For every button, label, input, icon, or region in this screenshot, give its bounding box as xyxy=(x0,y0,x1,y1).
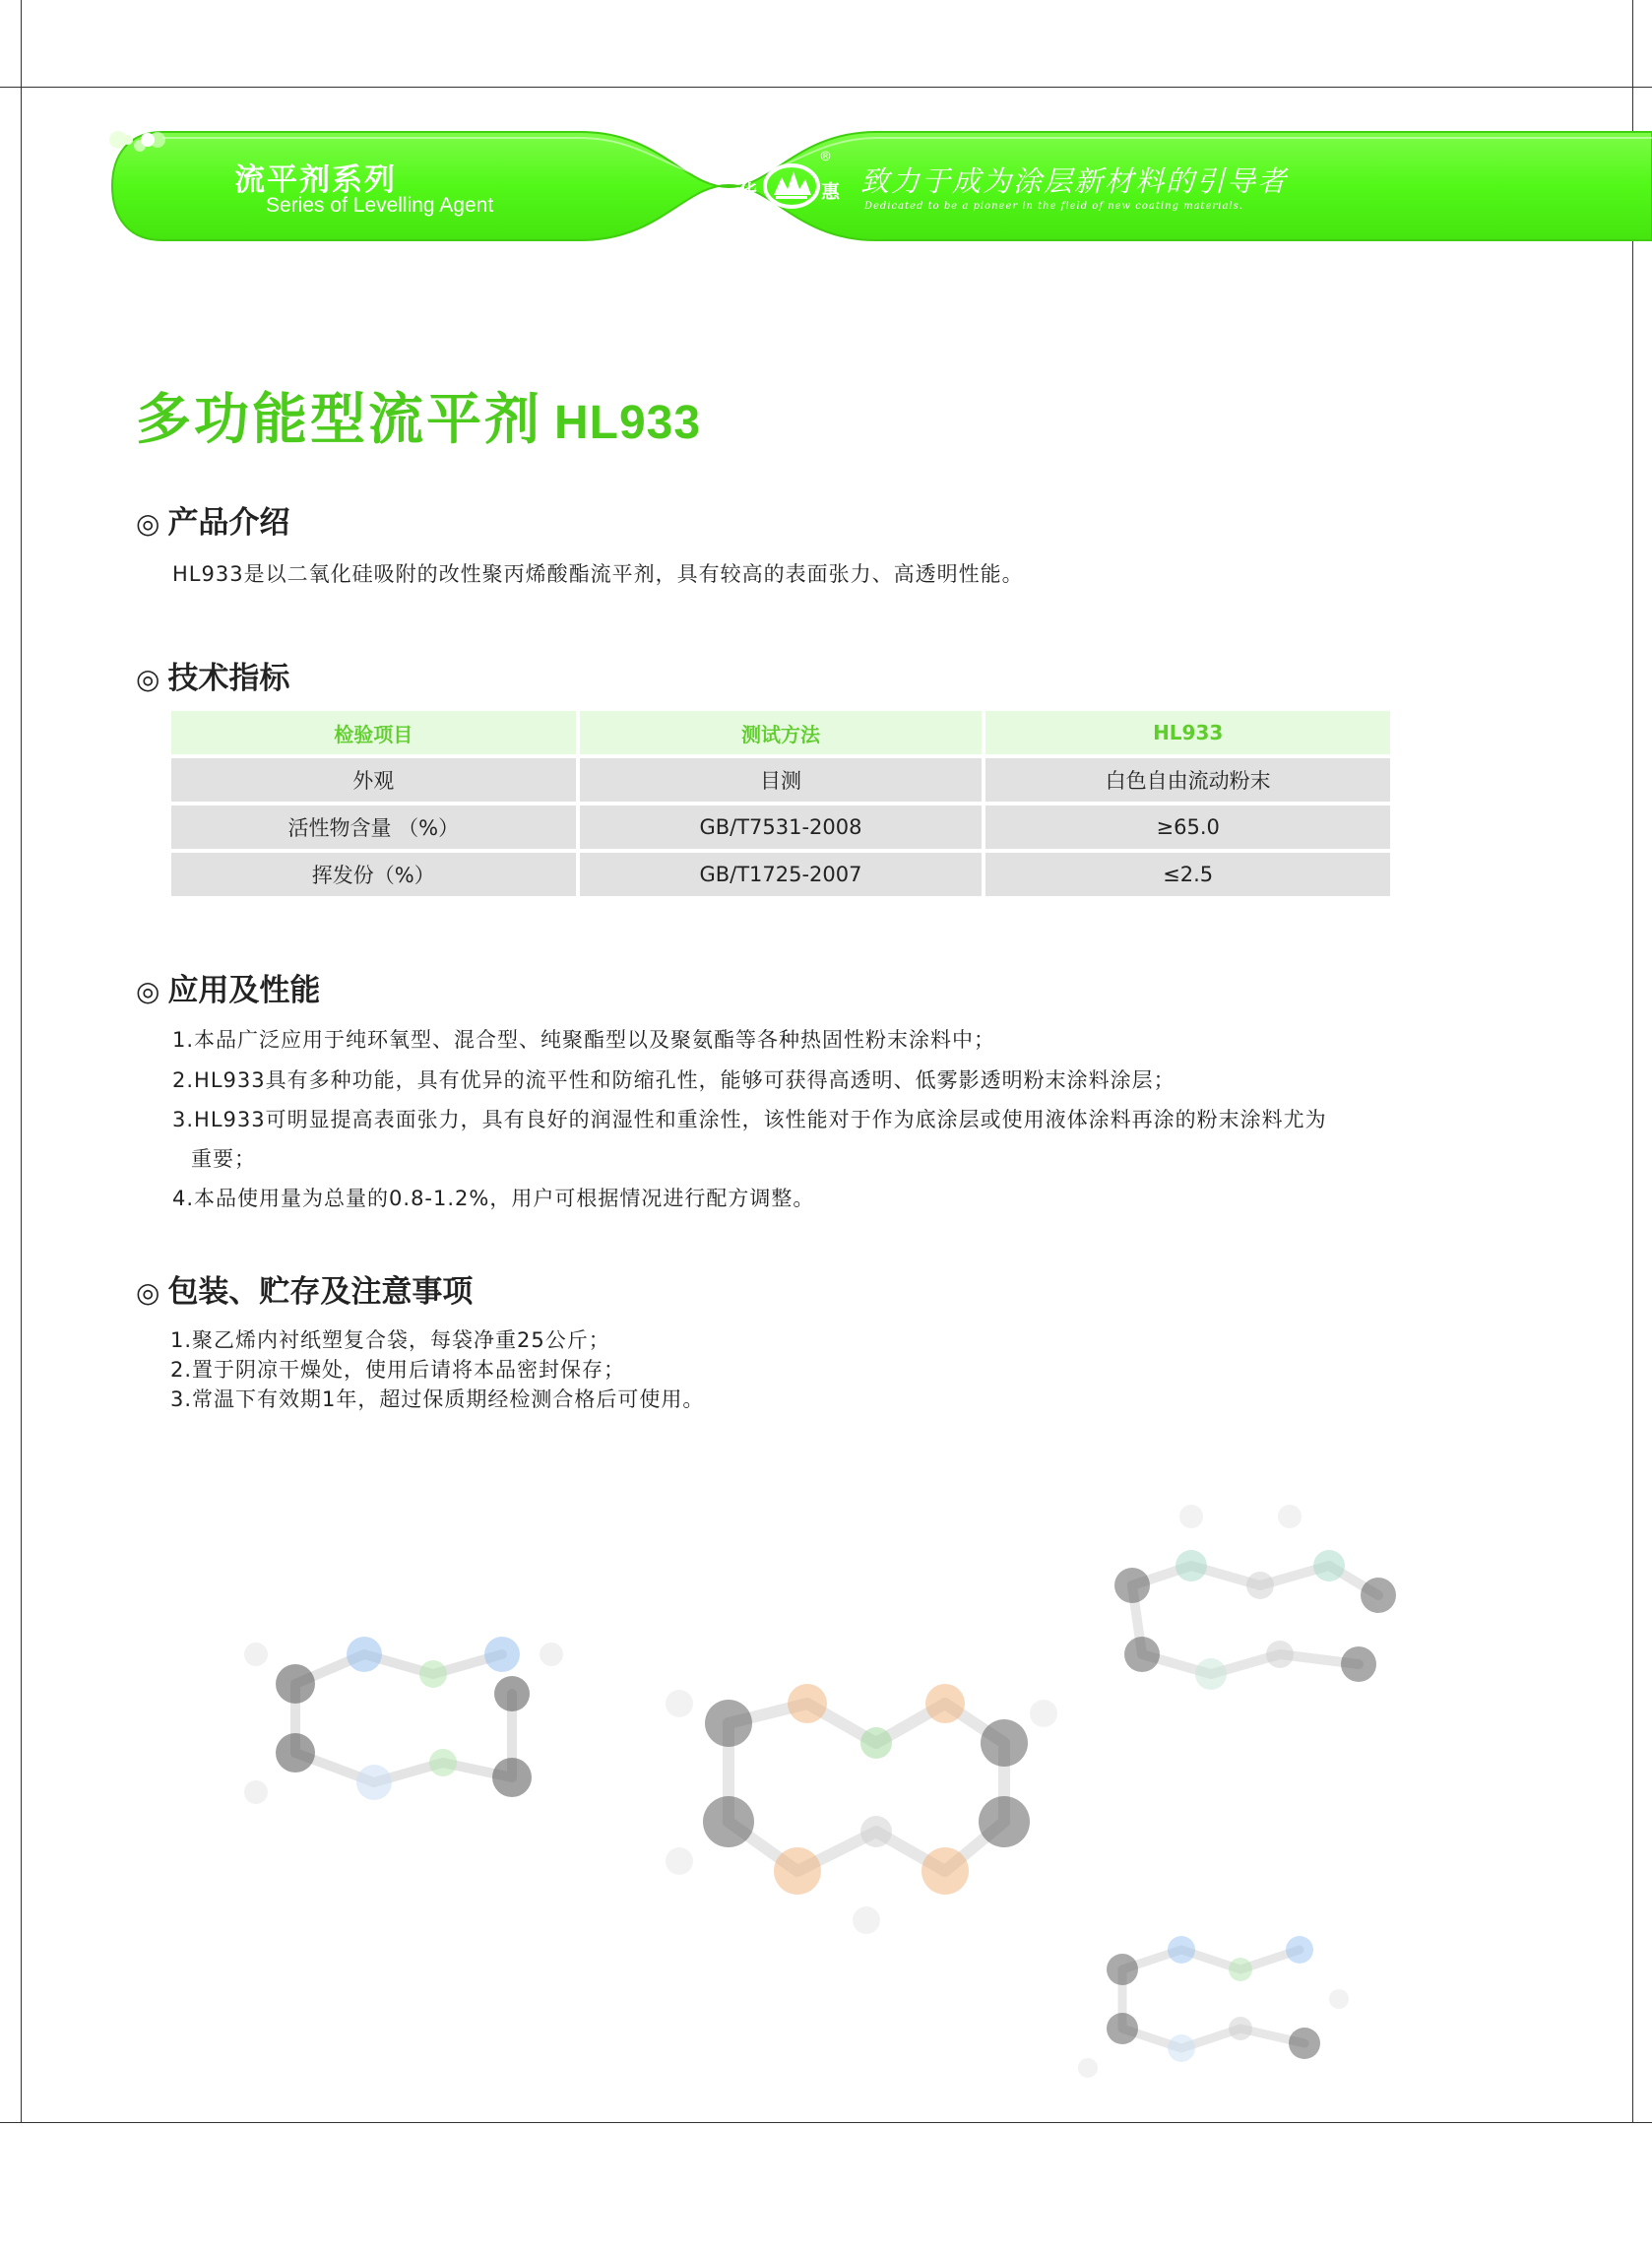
table-cell: 目测 xyxy=(580,758,983,802)
table-cell: ≥65.0 xyxy=(985,806,1390,849)
spec-table xyxy=(167,707,1394,900)
series-title-en: Series of Levelling Agent xyxy=(266,194,494,217)
application-item: 2.HL933具有多种功能，具有优异的流平性和防缩孔性，能够可获得高透明、低雾影透明粉末涂料涂层； xyxy=(172,1068,1175,1092)
table-cell: 外观 xyxy=(171,758,576,802)
table-row xyxy=(171,806,1390,849)
molecule-model-icon xyxy=(1083,1497,1418,1723)
packaging-item: 3.常温下有效期1年，超过保质期经检测合格后可使用。 xyxy=(170,1387,705,1411)
product-code: HL933 xyxy=(554,397,702,449)
trim-line-bottom xyxy=(0,2122,1652,2123)
decorative-dots-small-icon xyxy=(108,128,162,152)
circle-bullet-icon: ◎ xyxy=(136,975,160,1007)
circle-bullet-icon: ◎ xyxy=(136,507,160,540)
table-header-cell: HL933 xyxy=(985,711,1390,754)
circle-bullet-icon: ◎ xyxy=(136,1276,160,1309)
table-cell: 活性物含量 （%） xyxy=(171,806,576,849)
molecule-model-icon xyxy=(650,1654,1063,1940)
table-header-cell: 测试方法 xyxy=(580,711,983,754)
section-heading-application: ◎ 应用及性能 xyxy=(136,973,321,1008)
packaging-item: 2.置于阴凉干燥处，使用后请将本品密封保存； xyxy=(170,1358,626,1382)
section-heading-packaging: ◎ 包装、贮存及注意事项 xyxy=(136,1274,474,1310)
trim-line-top xyxy=(0,87,1652,88)
spec-table-header xyxy=(171,711,1390,754)
product-name: 多功能型流平剂 xyxy=(136,388,542,452)
product-title xyxy=(136,376,701,455)
table-cell: 挥发份（%） xyxy=(171,853,576,896)
table-header-cell: 检验项目 xyxy=(171,711,576,754)
section-heading-specs: ◎ 技术指标 xyxy=(136,661,290,696)
trim-line-left xyxy=(21,0,22,2122)
table-cell: GB/T7531-2008 xyxy=(580,806,983,849)
table-cell: ≤2.5 xyxy=(985,853,1390,896)
brand-logo xyxy=(738,150,847,219)
molecule-model-icon xyxy=(236,1595,571,1822)
table-cell: GB/T1725-2007 xyxy=(580,853,983,896)
header-band xyxy=(108,128,1652,244)
intro-text: HL933是以二氧化硅吸附的改性聚丙烯酸酯流平剂，具有较高的表面张力、高透明性能。 xyxy=(172,562,1024,586)
application-item-continued: 重要； xyxy=(191,1147,256,1171)
molecule-model-icon xyxy=(1073,1901,1368,2097)
logo-char-right: 惠 xyxy=(821,181,841,203)
slogan-cn: 致力于成为涂层新材料的引导者 xyxy=(860,164,1289,198)
packaging-item: 1.聚乙烯内衬纸塑复合袋，每袋净重25公斤； xyxy=(170,1328,610,1352)
circle-bullet-icon: ◎ xyxy=(136,663,160,695)
trim-line-right xyxy=(1632,0,1633,2122)
series-title-cn: 流平剂系列 xyxy=(234,162,397,198)
logo-char-left: 华 xyxy=(738,181,758,203)
section-heading-intro: ◎ 产品介绍 xyxy=(136,505,290,541)
registered-mark: ® xyxy=(819,150,832,164)
application-item: 3.HL933可明显提高表面张力，具有良好的润湿性和重涂性，该性能对于作为底涂层或使用液体涂料再涂的粉末涂料尤为 xyxy=(172,1108,1327,1131)
application-item: 1.本品广泛应用于纯环氧型、混合型、纯聚酯型以及聚氨酯等各种热固性粉末涂料中； xyxy=(172,1028,996,1052)
application-item: 4.本品使用量为总量的0.8-1.2%，用户可根据情况进行配方调整。 xyxy=(172,1187,815,1210)
table-row xyxy=(171,853,1390,896)
table-row xyxy=(171,758,1390,802)
mountain-logo-icon xyxy=(762,161,821,211)
slogan-en: Dedicated to be a pioneer in the field of new coating materials. xyxy=(864,201,1243,212)
table-cell: 白色自由流动粉末 xyxy=(985,758,1390,802)
